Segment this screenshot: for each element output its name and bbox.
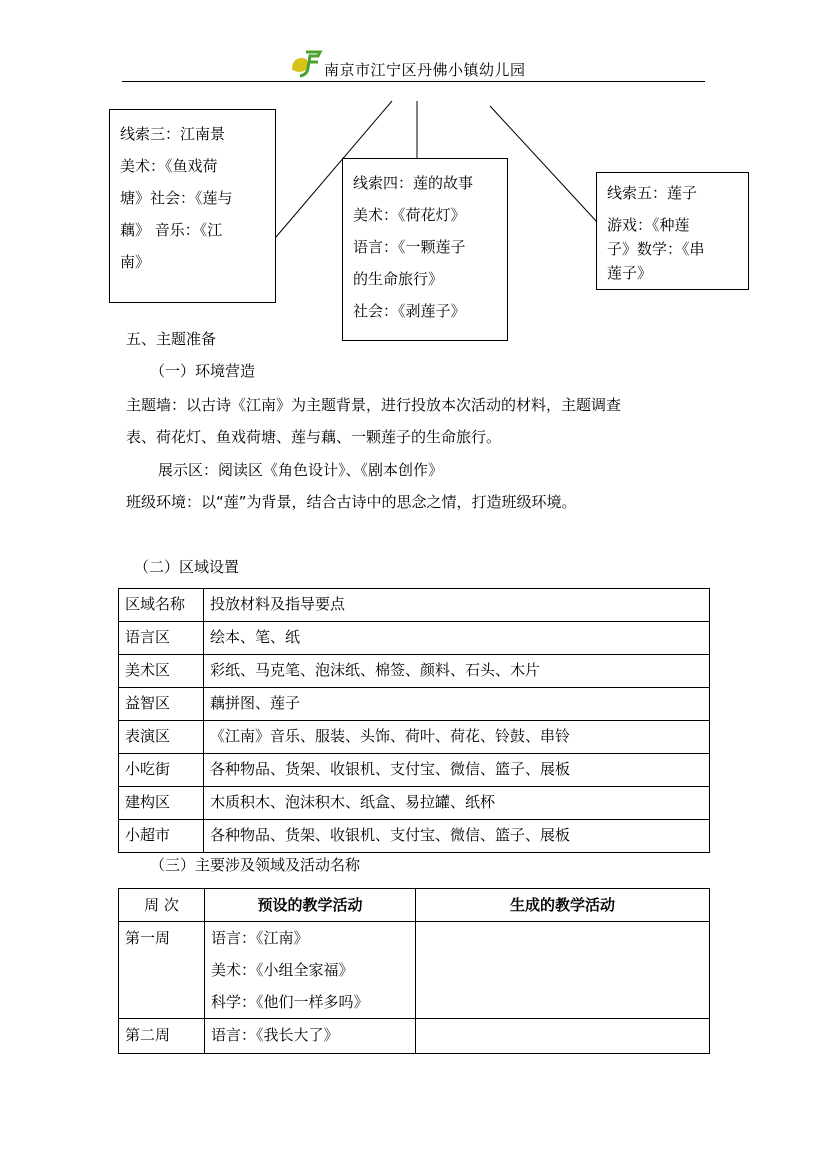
table-header-cell: 投放材料及指导要点 [204, 589, 710, 622]
clue-five-line: 莲子》 [607, 264, 653, 282]
area-name-cell: 益智区 [119, 688, 204, 721]
table-header-cell: 区域名称 [119, 589, 204, 622]
subsection-area-setup: （二）区域设置 [134, 558, 240, 576]
clue-five-title: 线索五：莲子 [607, 184, 698, 202]
planned-activity: 科学：《他们一样多吗》 [211, 993, 369, 1011]
planned-activity: 语言：《我长大了》 [211, 1026, 339, 1044]
area-name-cell: 美术区 [119, 655, 204, 688]
clue-four-box [342, 158, 508, 341]
clue-four-line: 美术：《荷花灯》 [353, 206, 466, 224]
clue-four-line: 的生命旅行》 [353, 270, 444, 288]
clue-three-line: 美术：《鱼戏荷 [120, 157, 218, 175]
table-header-cell: 预设的教学活动 [205, 889, 416, 922]
table-row [119, 754, 710, 787]
area-materials-cell: 绘本、笔、纸 [204, 622, 710, 655]
week-cell: 第二周 [119, 1019, 205, 1054]
area-materials-cell: 木质积木、泡沫积木、纸盒、易拉罐、纸杯 [204, 787, 710, 820]
table-row [119, 922, 710, 1019]
clue-five-line: 子》数学：《串 [607, 240, 705, 258]
clue-five-box [596, 172, 749, 290]
table-row [119, 787, 710, 820]
theme-wall-line-1: 主题墙：以古诗《江南》为主题背景，进行投放本次活动的材料，主题调查 [126, 396, 622, 414]
table-row [119, 622, 710, 655]
table-header-cell: 生成的教学活动 [416, 889, 710, 922]
table-header-row [119, 589, 710, 622]
clue-three-box [109, 109, 276, 303]
area-materials-cell: 各种物品、货架、收银机、支付宝、微信、篮子、展板 [204, 754, 710, 787]
subsection-activities: （三）主要涉及领域及活动名称 [150, 856, 361, 874]
clue-four-title: 线索四：莲的故事 [353, 174, 474, 192]
table-row [119, 1019, 710, 1054]
planned-activity: 语言：《江南》 [211, 929, 309, 947]
generated-activities-cell [416, 922, 710, 1019]
clue-three-line: 藕》 音乐：《江 [120, 221, 223, 239]
display-area-text: 展示区：阅读区《角色设计》、《剧本创作》 [158, 461, 444, 479]
area-name-cell: 小吃街 [119, 754, 204, 787]
planned-activity: 美术：《小组全家福》 [211, 961, 354, 979]
area-name-cell: 建构区 [119, 787, 204, 820]
activity-table [118, 888, 710, 1054]
clue-three-line: 南》 [120, 253, 151, 271]
area-materials-cell: 藕拼图、莲子 [204, 688, 710, 721]
area-name-cell: 小超市 [119, 820, 204, 853]
clue-five-line: 游戏：《种莲 [607, 216, 690, 234]
area-materials-cell: 《江南》音乐、服装、头饰、荷叶、荷花、铃鼓、串铃 [204, 721, 710, 754]
subsection-environment: （一）环境营造 [150, 362, 256, 380]
clue-three-title: 线索三：江南景 [120, 125, 226, 143]
planned-activities-cell [205, 1019, 416, 1054]
week-cell: 第一周 [119, 922, 205, 1019]
area-setup-table [118, 588, 710, 853]
table-row [119, 688, 710, 721]
area-materials-cell: 彩纸、马克笔、泡沫纸、棉签、颜料、石头、木片 [204, 655, 710, 688]
planned-activities-cell [205, 922, 416, 1019]
table-row [119, 820, 710, 853]
table-row [119, 721, 710, 754]
clue-four-line: 社会：《剥莲子》 [353, 302, 466, 320]
table-row [119, 655, 710, 688]
class-environment-text: 班级环境：以“莲”为背景，结合古诗中的思念之情，打造班级环境。 [126, 493, 577, 511]
school-name: 南京市江宁区丹佛小镇幼儿园 [324, 61, 526, 79]
table-header-cell: 周 次 [119, 889, 205, 922]
area-name-cell: 表演区 [119, 721, 204, 754]
area-name-cell: 语言区 [119, 622, 204, 655]
area-materials-cell: 各种物品、货架、收银机、支付宝、微信、篮子、展板 [204, 820, 710, 853]
table-header-row [119, 889, 710, 922]
generated-activities-cell [416, 1019, 710, 1054]
clue-three-line: 塘》社会：《莲与 [120, 189, 233, 207]
theme-wall-line-2: 表、荷花灯、鱼戏荷塘、莲与藕、一颗莲子的生命旅行。 [126, 428, 502, 446]
clue-four-line: 语言：《一颗莲子 [353, 238, 466, 256]
section-heading: 五、主题准备 [126, 330, 217, 348]
